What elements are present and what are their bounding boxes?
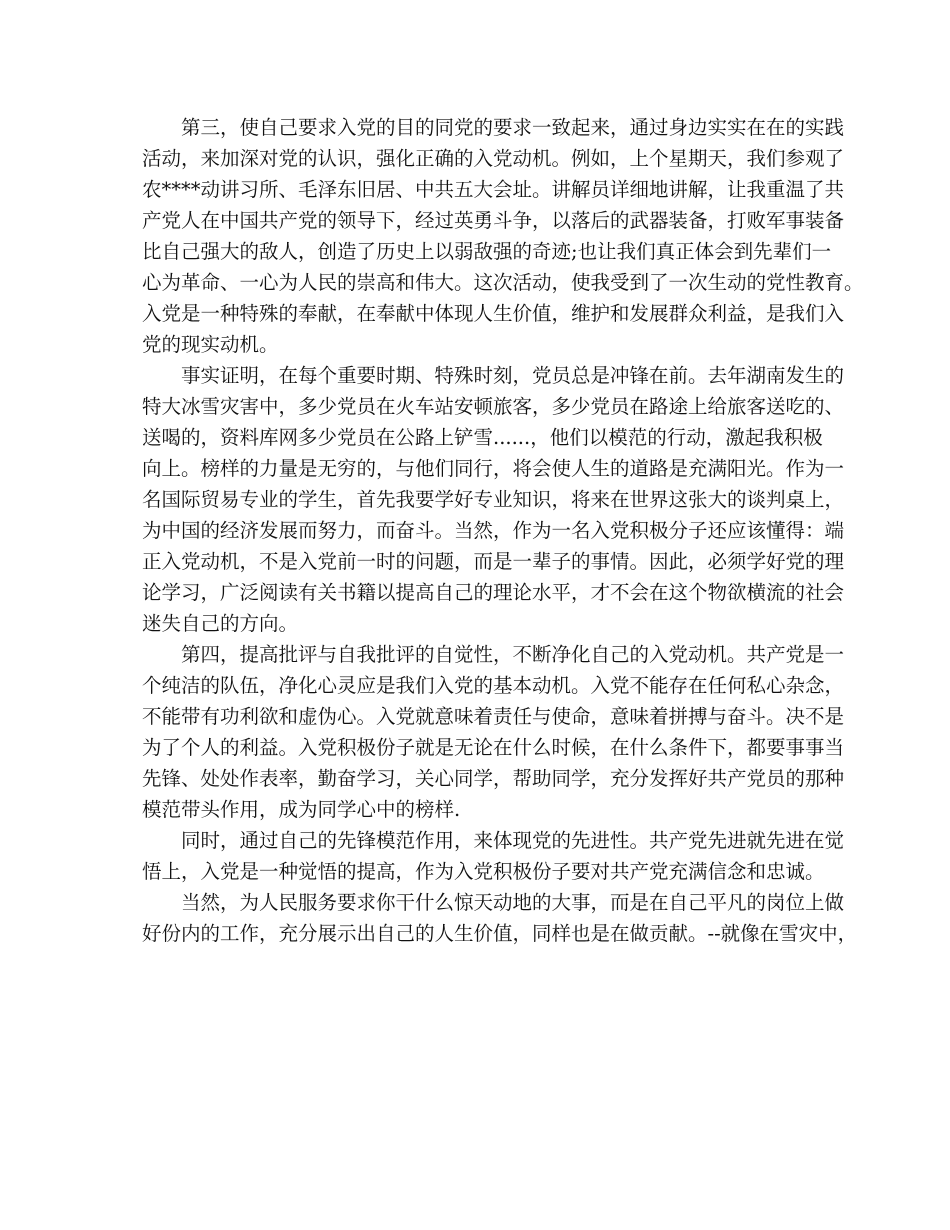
text-line: 比自己强大的敌人，创造了历史上以弱敌强的奇迹;也让我们真正体会到先辈们一: [142, 240, 832, 263]
text-line: 第三，使自己要求入党的目的同党的要求一致起来，通过身边实实在在的实践: [181, 116, 845, 139]
text-line: 第四，提高批评与自我批评的自觉性，不断净化自己的入党动机。共产党是一: [181, 643, 845, 666]
text-line: 党的现实动机。: [142, 333, 279, 356]
text-line: 不能带有功利欲和虚伪心。入党就意味着责任与使命，意味着拼搏与奋斗。决不是: [142, 705, 845, 728]
document-body: [142, 112, 864, 949]
text-line: 为中国的经济发展而努力，而奋斗。当然，作为一名入党积极分子还应该懂得：端: [142, 519, 845, 542]
text-line: 产党人在中国共产党的领导下，经过英勇斗争，以落后的武器装备，打败军事装备: [142, 209, 845, 232]
text-line: 迷失自己的方向。: [142, 612, 299, 635]
text-line: 正入党动机，不是入党前一时的问题，而是一辈子的事情。因此，必须学好党的理: [142, 550, 845, 573]
text-line: 同时，通过自己的先锋模范作用，来体现党的先进性。共产党先进就先进在觉: [181, 829, 845, 852]
text-line: 好份内的工作，充分展示出自己的人生价值，同样也是在做贡献。--就像在雪灾中，: [142, 922, 858, 945]
text-line: 入党是一种特殊的奉献，在奉献中体现人生价值，维护和发展群众利益，是我们入: [142, 302, 845, 325]
text-line: 为了个人的利益。入党积极份子就是无论在什么时候，在什么条件下，都要事事当: [142, 736, 845, 759]
text-line: 个纯洁的队伍，净化心灵应是我们入党的基本动机。入党不能存在任何私心杂念，: [142, 674, 845, 697]
text-line: 事实证明，在每个重要时期、特殊时刻，党员总是冲锋在前。去年湖南发生的: [181, 364, 845, 387]
text-line: 先锋、处处作表率，勤奋学习，关心同学，帮助同学，充分发挥好共产党员的那种: [142, 767, 845, 790]
text-line: 论学习，广泛阅读有关书籍以提高自己的理论水平，才不会在这个物欲横流的社会: [142, 581, 845, 604]
text-line: 当然，为人民服务要求你干什么惊天动地的大事，而是在自己平凡的岗位上做: [181, 891, 845, 914]
text-line: 心为革命、一心为人民的崇高和伟大。这次活动，使我受到了一次生动的党性教育。: [142, 271, 864, 294]
text-line: 向上。榜样的力量是无穷的，与他们同行，将会使人生的道路是充满阳光。作为一: [142, 457, 845, 480]
text-line: 农****动讲习所、毛泽东旧居、中共五大会址。讲解员详细地讲解，让我重温了共: [142, 178, 845, 201]
text-line: 悟上，入党是一种觉悟的提高，作为入党积极份子要对共产党充满信念和忠诚。: [142, 860, 825, 883]
text-line: 特大冰雪灾害中，多少党员在火车站安顿旅客，多少党员在路途上给旅客送吃的、: [142, 395, 845, 418]
text-line: 模范带头作用，成为同学心中的榜样.: [142, 798, 461, 821]
text-line: 活动，来加深对党的认识，强化正确的入党动机。例如，上个星期天，我们参观了: [142, 147, 845, 170]
text-line: 名国际贸易专业的学生，首先我要学好专业知识，将来在世界这张大的谈判桌上，: [142, 488, 845, 511]
text-line: 送喝的，资料库网多少党员在公路上铲雪......，他们以模范的行动，激起我积极: [142, 426, 823, 449]
